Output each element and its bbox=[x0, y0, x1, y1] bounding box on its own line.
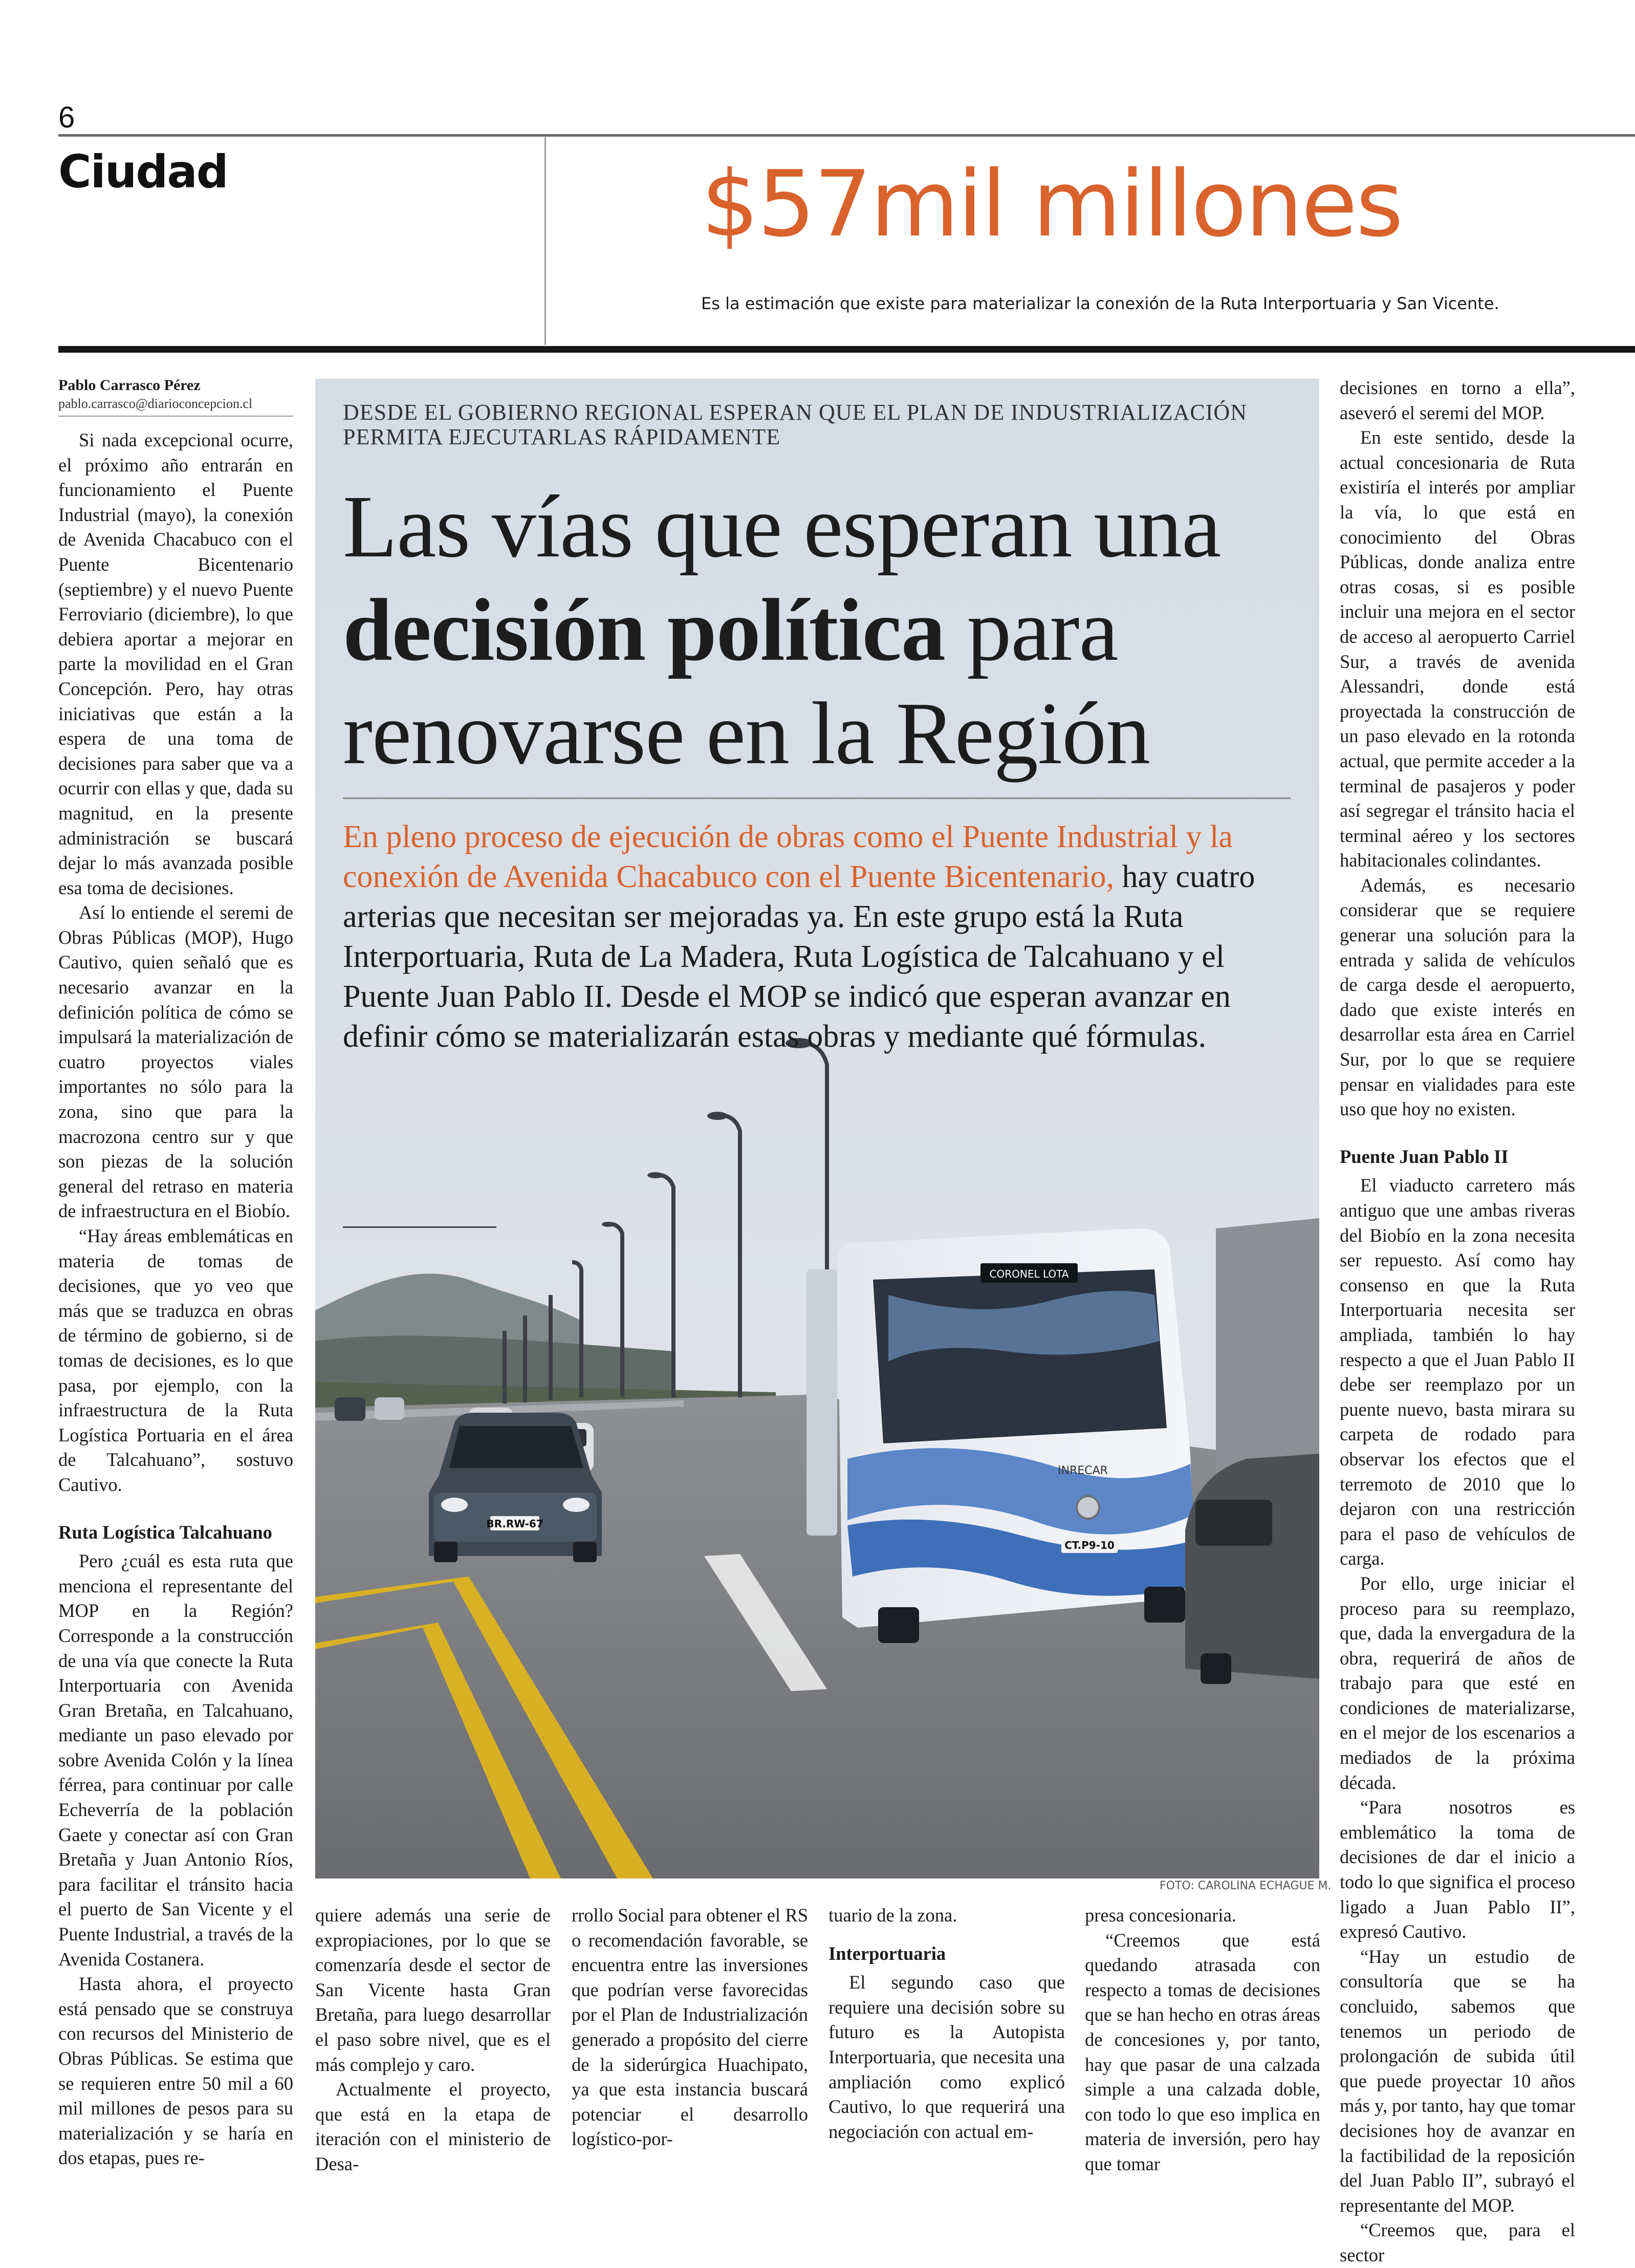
header-rule bbox=[58, 134, 1635, 137]
paragraph: Hasta ahora, el proyecto está pensado que se construya con recursos del Ministerio de Obras Públicas. Se estima que se requieren entre 50 mil a 60 mil millones de pesos para su materialización y se haría en dos etapas, pues re- bbox=[58, 1973, 293, 2169]
bus-destination-sign: CORONEL LOTA bbox=[989, 1268, 1069, 1280]
paragraph: El segundo caso que requiere una decisión sobre su futuro es la Autopista Interportuaria, que necesita una ampliación como explicó Cautivo, lo que requerirá una negociación con actual em- bbox=[829, 1972, 1065, 2142]
paragraph: “Para nosotros es emblemático la toma de decisiones de dar el inicio a todo lo que significa el proceso ligado a Juan Pablo II”, expresó Cautivo. bbox=[1340, 1797, 1575, 1942]
subheading: Interportuaria bbox=[829, 1942, 946, 1964]
paragraph: Por ello, urge iniciar el proceso para su reemplazo, que, dada la envergadura de la obra, requerirá de años de trabajo para que esté en condiciones de materializarse, en el mejor de los escenarios a mediados de la próxima década. bbox=[1340, 1572, 1575, 1793]
byline-rule bbox=[58, 416, 293, 417]
headline bbox=[343, 475, 1305, 785]
paragraph: “Hay áreas emblemáticas en materia de tomas de decisiones, que yo veo que más que se traduzca en obras de término de gobierno, si de tomas de decisiones, es lo que pasa, por ejemplo, con la infraestructura de la Ruta Logística Portuaria en el área de Talcahuano”, sostuvo Cautivo. bbox=[58, 1225, 293, 1495]
paragraph: En este sentido, desde la actual concesionaria de Ruta existiría el interés por ampliar la vía, lo que está en conocimiento del Obras Públicas, donde analiza entre otras cosas, si es posible incluir una mejora en el sector de acceso al aeropuerto Carriel Sur, a través de avenida Alessandri, donde está proyectada la construcción de un paso elevado en la rotonda actual, que permite acceder a la terminal de pasajeros y poder así segregar el tránsito hacia el terminal aéreo y los sectores habitacionales colindantes. bbox=[1340, 427, 1576, 871]
headline-figure: $57mil millones bbox=[701, 151, 1402, 257]
kicker: DESDE EL GOBIERNO REGIONAL ESPERAN QUE EL PLAN DE INDUSTRIALIZACIÓN PERMITA EJECUTARLAS RÁPIDAMENTE bbox=[343, 400, 1247, 449]
paragraph: rrollo Social para obtener el RS o recomendación favorable, se encuentra entre las inversiones que podrían verse favorecidas por el Plan de Industrialización generado a propósito del cierre de la siderúrgica Huachipato, ya que esta instancia buscará potenciar el desarrollo logístico-por- bbox=[572, 1905, 808, 2150]
paragraph: “Hay un estudio de consultoría que se ha concluido, sabemos que tenemos un periodo de prolongación de subida útil que puede proyectar 10 años más y, por tanto, hay que tomar decisiones hoy de avanzar en la factibilidad de la reposición del Juan Pablo II”, subrayó el representante del MOP. bbox=[1340, 1946, 1575, 2216]
header-divider bbox=[544, 137, 546, 345]
column-1 bbox=[58, 376, 293, 2171]
paragraph: El viaducto carretero más antiguo que une ambas riveras del Biobío en la zona necesita ser repuesto. Así como hay consenso en que la Ruta Interportuaria necesita ser ampliada, también lo hay respecto a que el Juan Pablo II debe ser reemplazo por un puente nuevo, basta mirara su carpeta de rodado para observar los efectos que el terremoto de 2010 que lo dejaron con una restricción para el paso de vehículos de carga. bbox=[1340, 1175, 1575, 1569]
page-number: 6 bbox=[58, 101, 75, 134]
deck-highlight: En pleno proceso de ejecución de obras como el Puente Industrial y la conexión de Avenida Chacabuco con el Puente Bicentenario, bbox=[343, 819, 1233, 894]
paragraph: Además, es necesario considerar que se requiere generar una solución para la entrada y salida de vehículos de carga desde el aeropuerto, dado que existe interés en desarrollar esta área en Carriel Sur, por lo que se requiere pensar en vialidades para este uso que hoy no existen. bbox=[1340, 874, 1575, 1120]
figure-caption: Es la estimación que existe para materializar la conexión de la Ruta Interportuaria y San Vicente. bbox=[701, 294, 1499, 313]
paragraph: “Creemos que, para el sector bbox=[1340, 2219, 1575, 2265]
byline-name: Pablo Carrasco Pérez bbox=[58, 377, 201, 394]
byline-email: pablo.carrasco@diarioconcepcion.cl bbox=[58, 396, 253, 411]
subheading: Ruta Logística Talcahuano bbox=[58, 1521, 272, 1543]
headline-line-2-rest: para bbox=[945, 580, 1118, 679]
paragraph: “Creemos que está quedando atrasada con respecto a tomas de decisiones que se han hecho en otras áreas de concesiones y, por tanto, hay que pasar de una calzada simple a una calzada doble, con todo lo que eso implica en materia de inversión, pero hay que tomar bbox=[1085, 1929, 1320, 2174]
paragraph: presa concesionaria. bbox=[1085, 1905, 1236, 1926]
section-rule bbox=[58, 346, 1635, 353]
deck bbox=[343, 817, 1315, 1056]
column-2 bbox=[315, 1903, 551, 2177]
headline-line-1: Las vías que esperan una bbox=[343, 477, 1221, 576]
paragraph: Actualmente el proyecto, que está en la etapa de iteración con el ministerio de Desa- bbox=[315, 2079, 551, 2174]
bus-plate: CT.P9-10 bbox=[1064, 1539, 1115, 1551]
headline-line-3: renovarse en la Región bbox=[343, 684, 1150, 783]
paragraph: quiere además una serie de expropiaciones, por lo que se comenzaría desde el sector de San Vicente hasta Gran Bretaña, para luego desarrollar el paso sobre nivel, que es el más complejo y caro. bbox=[315, 1905, 551, 2075]
car-plate: BR.RW-67 bbox=[486, 1518, 543, 1530]
headline-rule bbox=[343, 797, 1291, 799]
paragraph: Pero ¿cuál es esta ruta que menciona el representante del MOP en la Región? Corresponde a la construcción de una vía que conecte la Ruta Interportuaria con Avenida Gran Bretaña, en Talcahuano, mediante un paso elevado por sobre Avenida Colón y la línea férrea, para continuar por calle Echeverría de la población Gaete y conectar así con Gran Bretaña y Juan Antonio Ríos, para facilitar el tránsito hacia el puerto de San Vicente y el Puente Industrial, a través de la Avenida Costanera. bbox=[58, 1550, 293, 1970]
paragraph: tuario de la zona. bbox=[829, 1905, 957, 1926]
bus-brand: INRECAR bbox=[1058, 1464, 1108, 1477]
paragraph: Si nada excepcional ocurre, el próximo año entrarán en funcionamiento el Puente Industrial (mayo), la conexión de Avenida Chacabuco con el Puente Bicentenario (septiembre) y el nuevo Puente Ferroviario (diciembre), lo que debiera aportar a mejorar en parte la movilidad en el Gran Concepción. Pero, hay otras iniciativas que están a la espera de una toma de decisiones para saber que va a ocurrir con ellas y que, dada su magnitud, en la presente administración se buscará dejar lo más avanzada posible esa toma de decisiones. bbox=[58, 429, 293, 898]
deck-text: hay cuatro arterias que necesitan ser mejoradas ya. En este grupo está la Ruta Interportuaria, Ruta de La Madera, Ruta Logística de Talcahuano y el Puente Juan Pablo II. Desde el MOP se indicó que esperan avanzar en definir cómo se materializarán estas obras y mediante qué fórmulas. bbox=[343, 859, 1255, 1054]
section-title: Ciudad bbox=[58, 145, 228, 198]
column-5 bbox=[1085, 1903, 1320, 2177]
column-4 bbox=[829, 1903, 1065, 2144]
photo-credit: FOTO: CAROLINA ECHAGUE M. bbox=[1160, 1880, 1332, 1892]
subheading: Puente Juan Pablo II bbox=[1340, 1146, 1509, 1167]
column-6 bbox=[1340, 376, 1575, 2268]
paragraph: decisiones en torno a ella”, aseveró el seremi del MOP. bbox=[1340, 377, 1575, 423]
paragraph: Así lo entiende el seremi de Obras Públicas (MOP), Hugo Cautivo, quien señaló que es necesario avanzar en la definición política de cómo se impulsará la materialización de cuatro proyectos viales importantes no sólo para la zona, sino que para la macrozona centro sur y que son piezas de la solución general del retraso en materia de infraestructura en el Biobío. bbox=[58, 902, 293, 1222]
deck-rule bbox=[343, 1226, 496, 1228]
headline-bold: decisión política bbox=[343, 580, 945, 679]
feature-box bbox=[315, 379, 1332, 1892]
column-3 bbox=[572, 1903, 808, 2152]
